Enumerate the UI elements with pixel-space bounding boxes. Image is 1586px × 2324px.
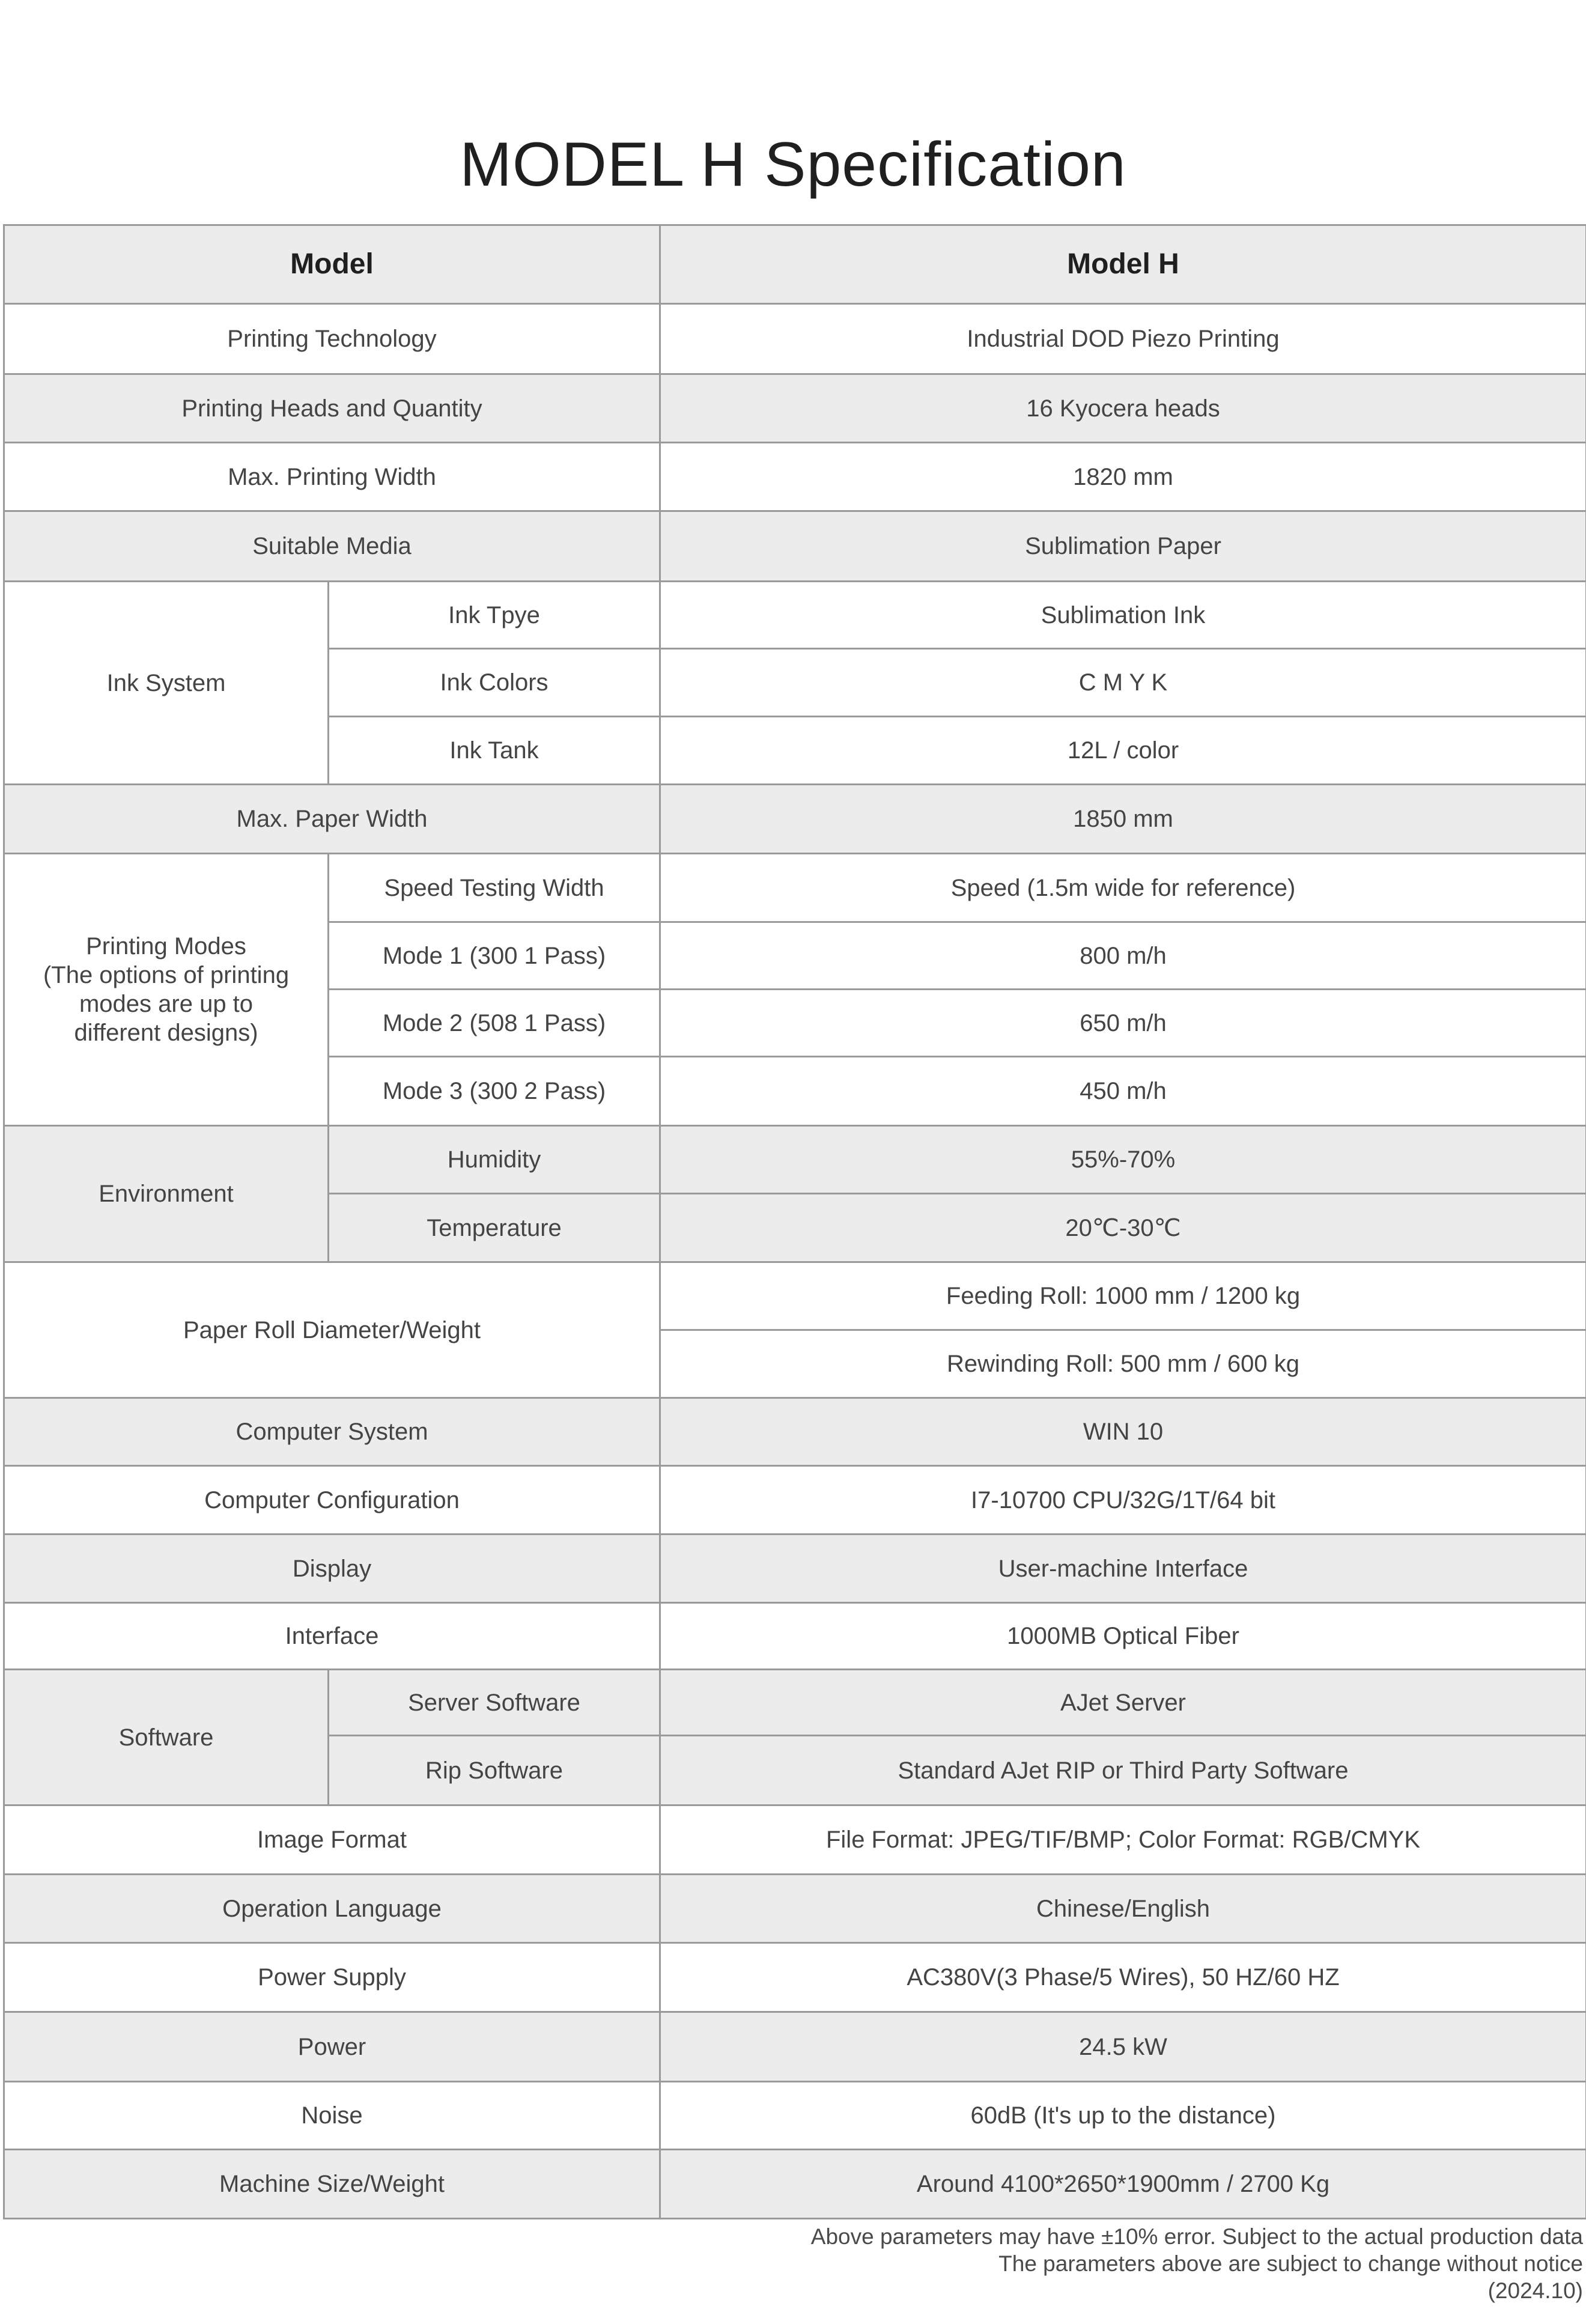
page-title: MODEL H Specification (460, 130, 1126, 199)
table-row (4, 511, 1586, 582)
group-label-line: modes are up to (79, 991, 254, 1017)
sub-label: Rip Software (329, 1736, 660, 1805)
row-label: Machine Size/Weight (4, 2150, 660, 2219)
sub-label: Ink Tank (329, 717, 660, 785)
group-label-line: Printing Modes (86, 933, 246, 960)
row-label: Printing Technology (4, 304, 660, 374)
row-label: Display (4, 1535, 660, 1603)
table-row (4, 1603, 1586, 1670)
sub-label: Ink Colors (329, 649, 660, 717)
table-row (4, 2150, 1586, 2219)
row-value: C M Y K (660, 649, 1586, 717)
row-label: Computer Configuration (4, 1466, 660, 1535)
footnote-line: (2024.10) (1487, 2278, 1583, 2303)
table-row (4, 1466, 1586, 1535)
group-label-line: different designs) (74, 1020, 258, 1046)
row-value: AJet Server (660, 1670, 1586, 1736)
row-label: Max. Printing Width (4, 443, 660, 511)
row-value: 450 m/h (660, 1057, 1586, 1126)
sub-label: Mode 1 (300 1 Pass) (329, 922, 660, 990)
row-value: 60dB (It's up to the distance) (660, 2082, 1586, 2150)
sub-label: Temperature (329, 1194, 660, 1262)
row-label: Suitable Media (4, 511, 660, 582)
row-label: Operation Language (4, 1875, 660, 1943)
footnote-line: Above parameters may have ±10% error. Subject to the actual production data (810, 2224, 1583, 2249)
row-value: 24.5 kW (660, 2012, 1586, 2082)
row-value: 800 m/h (660, 922, 1586, 990)
group-label-line: (The options of printing (43, 962, 290, 988)
sub-label: Mode 2 (508 1 Pass) (329, 990, 660, 1057)
row-value: AC380V(3 Phase/5 Wires), 50 HZ/60 HZ (660, 1943, 1586, 2012)
table-row (4, 854, 1586, 922)
row-value: 1820 mm (660, 443, 1586, 511)
row-value: 650 m/h (660, 990, 1586, 1057)
row-label: Power Supply (4, 1943, 660, 2012)
row-value: Feeding Roll: 1000 mm / 1200 kg (660, 1262, 1586, 1330)
table-row (4, 1670, 1586, 1736)
header-label: Model (4, 225, 660, 304)
row-value: Industrial DOD Piezo Printing (660, 304, 1586, 374)
row-label: Printing Heads and Quantity (4, 374, 660, 443)
row-value: User-machine Interface (660, 1535, 1586, 1603)
row-label: Paper Roll Diameter/Weight (4, 1262, 660, 1398)
table-row (4, 785, 1586, 854)
table-row (4, 582, 1586, 649)
row-label: Interface (4, 1603, 660, 1670)
footnote (811, 2223, 1583, 2304)
sub-label: Mode 3 (300 2 Pass) (329, 1057, 660, 1126)
table-row (4, 1535, 1586, 1603)
row-value: 1850 mm (660, 785, 1586, 854)
row-label: Noise (4, 2082, 660, 2150)
sub-label: Speed Testing Width (329, 854, 660, 922)
specification-table (3, 224, 1586, 2219)
row-label: Power (4, 2012, 660, 2082)
row-value: Around 4100*2650*1900mm / 2700 Kg (660, 2150, 1586, 2219)
group-label: Ink System (4, 582, 329, 785)
table-row (4, 1126, 1586, 1194)
row-value: WIN 10 (660, 1398, 1586, 1466)
row-value: Chinese/English (660, 1875, 1586, 1943)
row-value: 16 Kyocera heads (660, 374, 1586, 443)
table-row (4, 1805, 1586, 1875)
row-value: Sublimation Ink (660, 582, 1586, 649)
table-row (4, 1262, 1586, 1330)
row-value: Standard AJet RIP or Third Party Software (660, 1736, 1586, 1805)
table-row (4, 443, 1586, 511)
row-value: Sublimation Paper (660, 511, 1586, 582)
row-value: I7-10700 CPU/32G/1T/64 bit (660, 1466, 1586, 1535)
row-value: Speed (1.5m wide for reference) (660, 854, 1586, 922)
table-row (4, 304, 1586, 374)
table-row (4, 374, 1586, 443)
table-row (4, 1398, 1586, 1466)
footnote-line: The parameters above are subject to change without notice (998, 2251, 1583, 2276)
group-label: Software (4, 1670, 329, 1805)
row-value: 55%-70% (660, 1126, 1586, 1194)
row-value: File Format: JPEG/TIF/BMP; Color Format: RGB/CMYK (660, 1805, 1586, 1875)
row-label: Computer System (4, 1398, 660, 1466)
row-value: 20℃-30℃ (660, 1194, 1586, 1262)
table-row (4, 1875, 1586, 1943)
table-row (4, 2082, 1586, 2150)
header-value: Model H (660, 225, 1586, 304)
group-label: Environment (4, 1126, 329, 1262)
group-label (4, 854, 329, 1126)
table-header-row (4, 225, 1586, 304)
table-row (4, 2012, 1586, 2082)
row-label: Image Format (4, 1805, 660, 1875)
sub-label: Humidity (329, 1126, 660, 1194)
sub-label: Server Software (329, 1670, 660, 1736)
sub-label: Ink Tpye (329, 582, 660, 649)
table-row (4, 1943, 1586, 2012)
row-value: 1000MB Optical Fiber (660, 1603, 1586, 1670)
row-value: 12L / color (660, 717, 1586, 785)
row-label: Max. Paper Width (4, 785, 660, 854)
row-value: Rewinding Roll: 500 mm / 600 kg (660, 1330, 1586, 1398)
